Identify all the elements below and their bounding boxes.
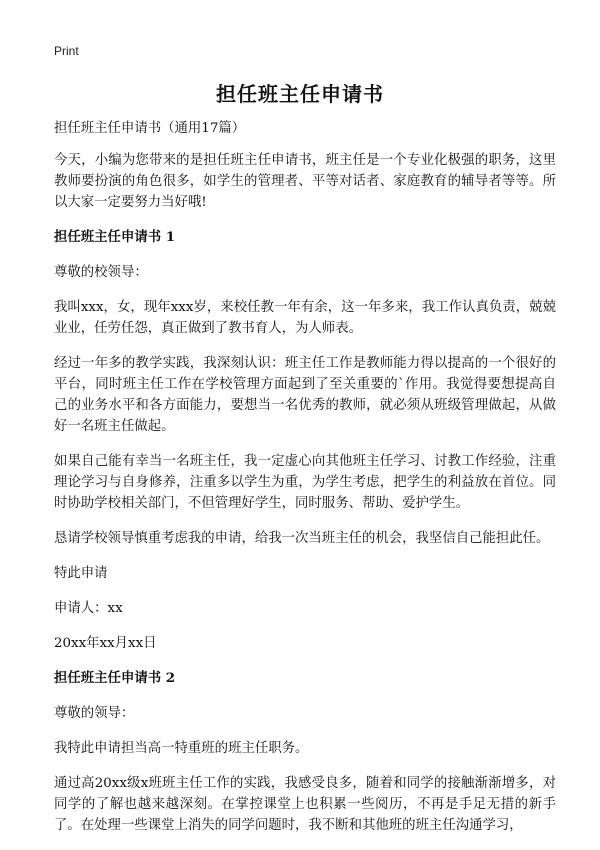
page-title: 担任班主任申请书 — [216, 82, 384, 106]
applicant-line: 申请人：xx — [54, 601, 123, 616]
document-subtitle: 担任班主任申请书（通用17篇） — [54, 121, 246, 136]
body-paragraph: 通过高20xx级x班班主任工作的实践，我感受良多，随着和同学的接触渐渐增多，对同学的了解也越来越深刻。在掌控课堂上也积累一些阅历，不再是手足无措的新手了。在处理一些课堂上消失的同学问题时，我不断和其他班的班主任沟通学习， — [54, 776, 556, 833]
salutation-2: 尊敬的领导： — [54, 706, 135, 721]
body-paragraph: 我叫xxx，女，现年xxx岁，来校任教一年有余，这一年多来，我工作认真负责，兢兢业业，任劳任怨，真正做到了教书育人，为人师表。 — [54, 300, 556, 336]
date-line: 20xx年xx月xx日 — [54, 636, 157, 651]
closing-line: 特此申请 — [54, 566, 108, 581]
section-heading-1: 担任班主任申请书 1 — [54, 229, 176, 245]
body-paragraph: 恳请学校领导慎重考虑我的申请，给我一次当班主任的机会，我坚信自己能担此任。 — [54, 531, 550, 546]
body-paragraph: 如果自己能有幸当一名班主任，我一定虚心向其他班主任学习、讨教工作经验，注重理论学习与自身修养，注重多以学生为重，为学生考虑，把学生的利益放在首位。同时协助学校相关部门，不但管理好学生，同时服务、帮助、爱护学生。 — [54, 454, 556, 511]
body-paragraph: 我特此申请担当高一特重班的班主任职务。 — [54, 741, 309, 756]
body-paragraph: 经过一年多的教学实践，我深刻认识：班主任工作是教师能力得以提高的一个很好的平台，同时班主任工作在学校管理方面起到了至关重要的`作用。我觉得要想提高自己的业务水平和各方面能力，要想当一名优秀的教师，就必须从班级管理做起，从做好一名班主任做起。 — [54, 356, 556, 434]
intro-paragraph: 今天，小编为您带来的是担任班主任申请书，班主任是一个专业化极强的职务，这里教师要扮演的角色很多，如学生的管理者、平等对话者、家庭教育的辅导者等等。所以大家一定要努力当好哦! — [54, 153, 556, 210]
section-heading-2: 担任班主任申请书 2 — [54, 670, 176, 686]
salutation-1: 尊敬的校领导： — [54, 265, 148, 280]
print-link[interactable]: Print — [54, 44, 79, 58]
document-body — [54, 118, 556, 850]
